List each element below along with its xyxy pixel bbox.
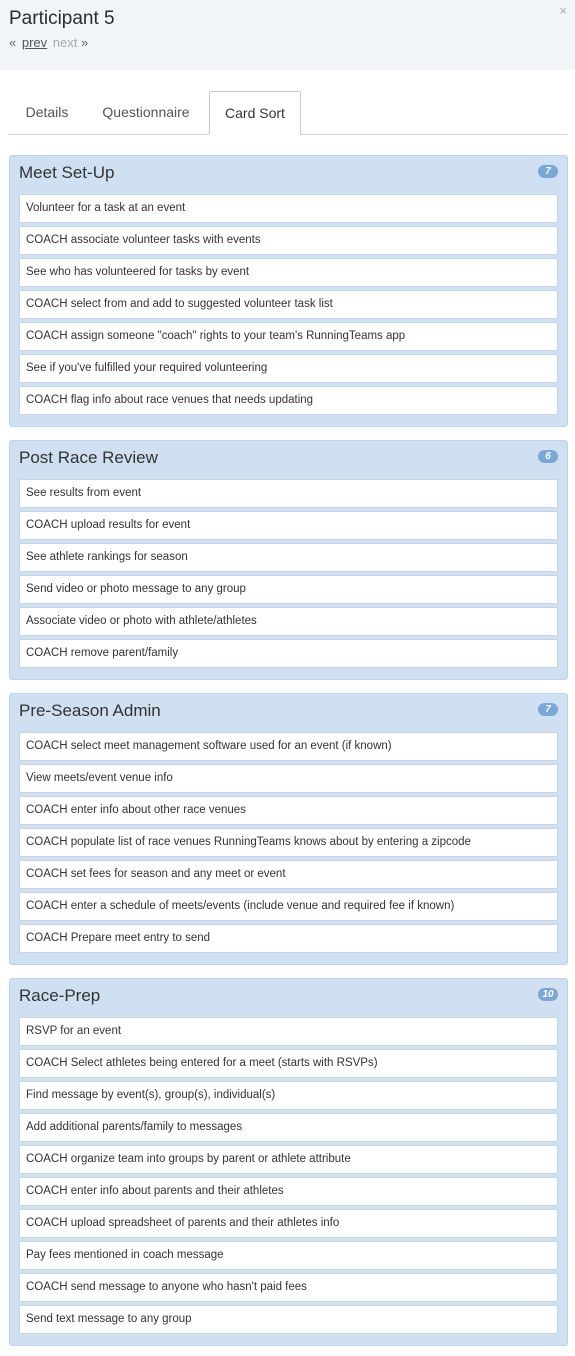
group-title: Meet Set-Up — [19, 163, 115, 182]
group-header — [10, 979, 567, 1017]
card-count-badge: 7 — [538, 165, 558, 178]
prev-arrow-icon: « — [9, 35, 17, 50]
card-item[interactable]: COACH Prepare meet entry to send — [19, 924, 558, 953]
card-item[interactable]: Volunteer for a task at an event — [19, 194, 558, 223]
card-item[interactable]: Associate video or photo with athlete/athletes — [19, 607, 558, 636]
card-item[interactable]: COACH upload results for event — [19, 511, 558, 540]
card-count-badge: 6 — [538, 450, 558, 463]
card-group — [9, 440, 568, 680]
card-item[interactable]: COACH associate volunteer tasks with events — [19, 226, 558, 255]
card-item[interactable]: COACH select meet management software used for an event (if known) — [19, 732, 558, 761]
card-item[interactable]: COACH Select athletes being entered for a meet (starts with RSVPs) — [19, 1049, 558, 1078]
card-group — [9, 155, 568, 427]
card-item[interactable]: Send text message to any group — [19, 1305, 558, 1334]
card-item[interactable]: COACH organize team into groups by parent or athlete attribute — [19, 1145, 558, 1174]
card-item[interactable]: See results from event — [19, 479, 558, 508]
card-item[interactable]: COACH enter a schedule of meets/events (include venue and required fee if known) — [19, 892, 558, 921]
card-item[interactable]: Add additional parents/family to messages — [19, 1113, 558, 1142]
card-item[interactable]: COACH upload spreadsheet of parents and their athletes info — [19, 1209, 558, 1238]
card-item[interactable]: COACH enter info about parents and their athletes — [19, 1177, 558, 1206]
card-item[interactable]: See athlete rankings for season — [19, 543, 558, 572]
close-icon[interactable]: × — [559, 3, 567, 18]
card-item[interactable]: View meets/event venue info — [19, 764, 558, 793]
card-item[interactable]: COACH populate list of race venues RunningTeams knows about by entering a zipcode — [19, 828, 558, 857]
card-item[interactable]: COACH enter info about other race venues — [19, 796, 558, 825]
group-header — [10, 694, 567, 732]
page-title: Participant 5 — [9, 8, 115, 29]
participant-header — [0, 0, 575, 70]
card-item[interactable]: COACH send message to anyone who hasn't paid fees — [19, 1273, 558, 1302]
card-item[interactable]: Pay fees mentioned in coach message — [19, 1241, 558, 1270]
card-item[interactable]: See if you've fulfilled your required volunteering — [19, 354, 558, 383]
group-title: Post Race Review — [19, 448, 158, 467]
card-item[interactable]: Find message by event(s), group(s), individual(s) — [19, 1081, 558, 1110]
card-item[interactable]: COACH remove parent/family — [19, 639, 558, 668]
next-link[interactable]: next — [52, 35, 78, 50]
card-count-badge: 7 — [538, 703, 558, 716]
group-header — [10, 441, 567, 479]
next-arrow-icon: » — [80, 35, 89, 50]
card-item[interactable]: COACH assign someone "coach" rights to your team's RunningTeams app — [19, 322, 558, 351]
card-item[interactable]: RSVP for an event — [19, 1017, 558, 1046]
tab-details[interactable]: Details — [25, 104, 69, 120]
tab-card-sort[interactable]: Card Sort — [209, 91, 301, 135]
card-item[interactable]: COACH flag info about race venues that needs updating — [19, 386, 558, 415]
card-item[interactable]: See who has volunteered for tasks by event — [19, 258, 558, 287]
card-item[interactable]: Send video or photo message to any group — [19, 575, 558, 604]
card-group — [9, 978, 568, 1346]
card-item[interactable]: COACH select from and add to suggested volunteer task list — [19, 290, 558, 319]
prev-link[interactable]: prev — [21, 35, 48, 50]
card-group — [9, 693, 568, 965]
group-title: Pre-Season Admin — [19, 701, 161, 720]
pager — [9, 35, 565, 50]
tab-bar — [8, 90, 567, 135]
group-header — [10, 156, 567, 194]
card-item[interactable]: COACH set fees for season and any meet or event — [19, 860, 558, 889]
card-count-badge: 10 — [538, 988, 558, 1001]
tab-questionnaire[interactable]: Questionnaire — [102, 104, 190, 120]
group-title: Race-Prep — [19, 986, 101, 1005]
